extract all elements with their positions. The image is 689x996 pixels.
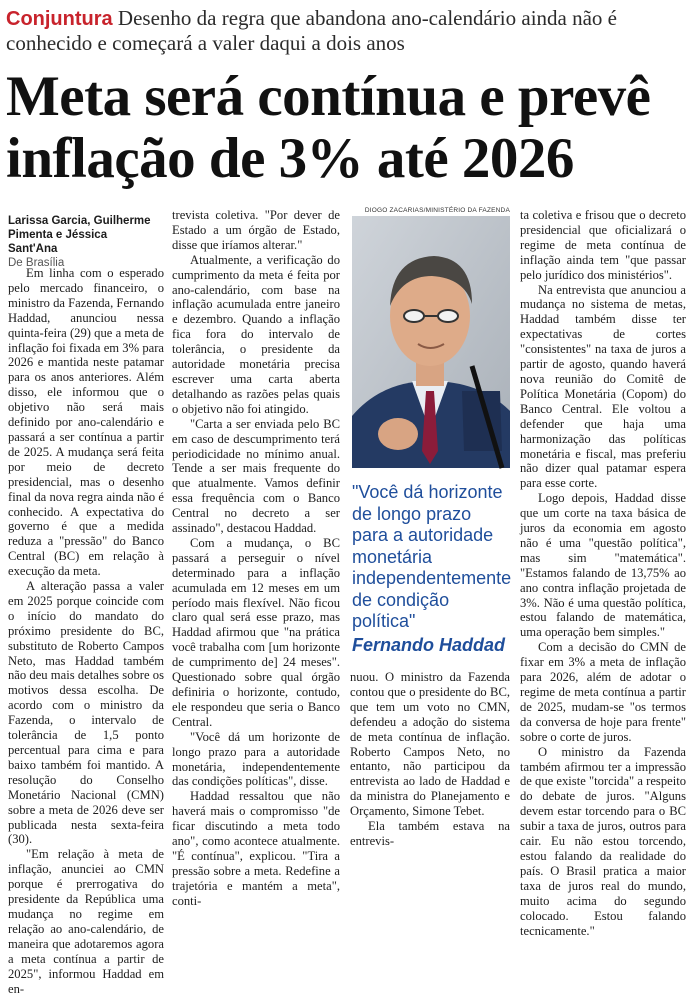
- pull-quote-author: Fernando Haddad: [352, 634, 506, 655]
- section-tag: Conjuntura: [6, 8, 113, 30]
- paragraph: O ministro da Fazenda também afirmou ter a impressão de que existe "torcida" a respeito do debate de juros. "Alguns devem estar torcendo para o BC subir a taxa de juros, outros para cair. Eu não estou torcendo, estou falando da realidade do país. O Brasil pratica a maior taxa de juros real do mundo, muito acima do segundo colocado. Estou falando tecnicamente.": [520, 744, 686, 938]
- paragraph: ta coletiva e frisou que o decreto presidencial que oficializará o regime de meta contínua de inflação ainda tem "que passar pelo jurídico dos ministérios".: [520, 208, 686, 282]
- paragraph: Atualmente, a verificação do cumprimento da meta é feita por ano-calendário, com base na inflação acumulada entre janeiro e dezembro. Quando a inflação fica fora do intervalo de tolerância, o presidente da autoridade monetária precisa escrever uma carta aberta detalhando as razões pelas quais o objetivo não foi atingido.: [172, 252, 340, 416]
- paragraph: "Em relação à meta de inflação, anunciei ao CMN porque é prerrogativa do presidente da República uma mudança no regime em relação ao ano-calendário, de maneira que adotaremos agora a meta contínua a partir de 2025", informou Haddad em en-: [8, 847, 164, 996]
- paragraph: Logo depois, Haddad disse que um corte na taxa básica de juros da economia em agosto não é uma "questão política", mas sim "matemática". "Estamos falando de 13,75% ao ano contra inflação projetada de 3%. Não é uma questão política, estou falando de matemática, uma operação bem simples.": [520, 491, 686, 640]
- pull-quote: [352, 482, 512, 656]
- portrait-photo: [352, 216, 510, 468]
- paragraph: Em linha com o esperado pelo mercado financeiro, o ministro da Fazenda, Fernando Haddad, anunciou nessa quinta-feira (29) que a meta de inflação foi fixada em 3% para 2026 e mantida neste patamar para os anos anteriores. Além disso, ele informou que o objetivo não será mais definido por ano-calendário e passará a ser contínua a partir de 2025. A mudança será feita por meio de decreto presidencial, mas o desenho final da nova regra ainda não é conhecido. A expectativa do governo é que a medida reduza a "pressão" do Banco Central (BC) em relação à execução da meta.: [8, 266, 164, 579]
- kicker: [6, 6, 686, 55]
- paragraph: Na entrevista que anunciou a mudança no sistema de metas, Haddad também disse ter expectativas de cortes "consistentes" na taxa de juros a partir de agosto, quando haverá nova reunião do Comitê de Política Monetária (Copom) do Banco Central. Ele voltou a defender que haja uma harmonização das políticas monetária e fiscal, mas preferiu não dizer qual patamar espera para esse corte.: [520, 282, 686, 491]
- byline: [8, 214, 158, 270]
- headline: Meta será contínua e prevê inflação de 3% até 2026: [6, 65, 651, 190]
- portrait-illustration: [352, 216, 510, 468]
- paragraph: "Você dá um horizonte de longo prazo para a autoridade monetária, independentemente das condições políticas", disse.: [172, 729, 340, 789]
- paragraph: Com a decisão do CMN de fixar em 3% a meta de inflação para 2026, além de adotar o regime de meta contínua a partir de 2025, mudam-se "os termos da conversa de hoje para frente" sobre o corte de juros.: [520, 640, 686, 744]
- kicker-text: Desenho da regra que abandona ano-calendário ainda não é conhecido e começará a valer daqui a dois anos: [6, 6, 617, 55]
- photo-credit: DIOGO ZACARIAS/MINISTÉRIO DA FAZENDA: [364, 207, 510, 214]
- article-column-4: [520, 208, 686, 938]
- article-column-2: [172, 208, 340, 908]
- paragraph: nuou. O ministro da Fazenda contou que o presidente do BC, que tem um voto no CMN, defendeu a adoção do sistema de meta contínua de inflação. Roberto Campos Neto, no entanto, não participou da entrevista ao lado de Haddad e da ministra do Planejamento e Orçamento, Simone Tebet.: [350, 670, 510, 819]
- byline-location: De Brasília: [8, 257, 65, 269]
- article-column-1: [8, 266, 164, 996]
- paragraph: "Carta a ser enviada pelo BC em caso de descumprimento terá periodicidade no mínimo anual. Tende a ser mais frequente do que atualmente. Vamos definir essa frequência com o Banco Central no decreto a ser assinado", destacou Haddad.: [172, 416, 340, 536]
- pull-quote-text: "Você dá horizonte de longo prazo para a autoridade monetária independentemente de condição política": [352, 482, 512, 631]
- article-column-3: [350, 670, 510, 848]
- paragraph: Com a mudança, o BC passará a perseguir o nível determinado para a inflação acumulada em 12 meses em um período mais flexível. Não ficou claro qual será esse prazo, mas Haddad afirmou que "na prática você trabalha com [um horizonte de cumprimento de] 24 meses". Questionado sobre qual órgão definiria o horizonte, contudo, ele respondeu que seria o Banco Central.: [172, 535, 340, 729]
- byline-authors: Larissa Garcia, Guilherme Pimenta e Jéssica Sant'Ana: [8, 215, 151, 255]
- paragraph: trevista coletiva. "Por dever de Estado a um órgão de Estado, disse que iríamos alterar.": [172, 208, 340, 252]
- paragraph: Ela também estava na entrevis-: [350, 819, 510, 848]
- paragraph: Haddad ressaltou que não haverá mais o compromisso "de ficar discutindo a meta todo ano", como acontece atualmente. "É contínua", explicou. "Tira a pressão sobre a meta. Redefine a trajetória e mantém a meta", conti-: [172, 789, 340, 908]
- paragraph: A alteração passa a valer em 2025 porque coincide com o início do mandato do próximo presidente do BC, substituto de Roberto Campos Neto, mas Haddad também não deu mais detalhes sobre os motivos dessa escolha. De acordo com o ministro da Fazenda, o intervalo de tolerância de 1,5 ponto percentual para cima e para baixo também foi mantido. A resolução do Conselho Monetário Nacional (CMN) sobre a meta de 2026 deve ser publicada nesta sexta-feira (30).: [8, 579, 164, 847]
